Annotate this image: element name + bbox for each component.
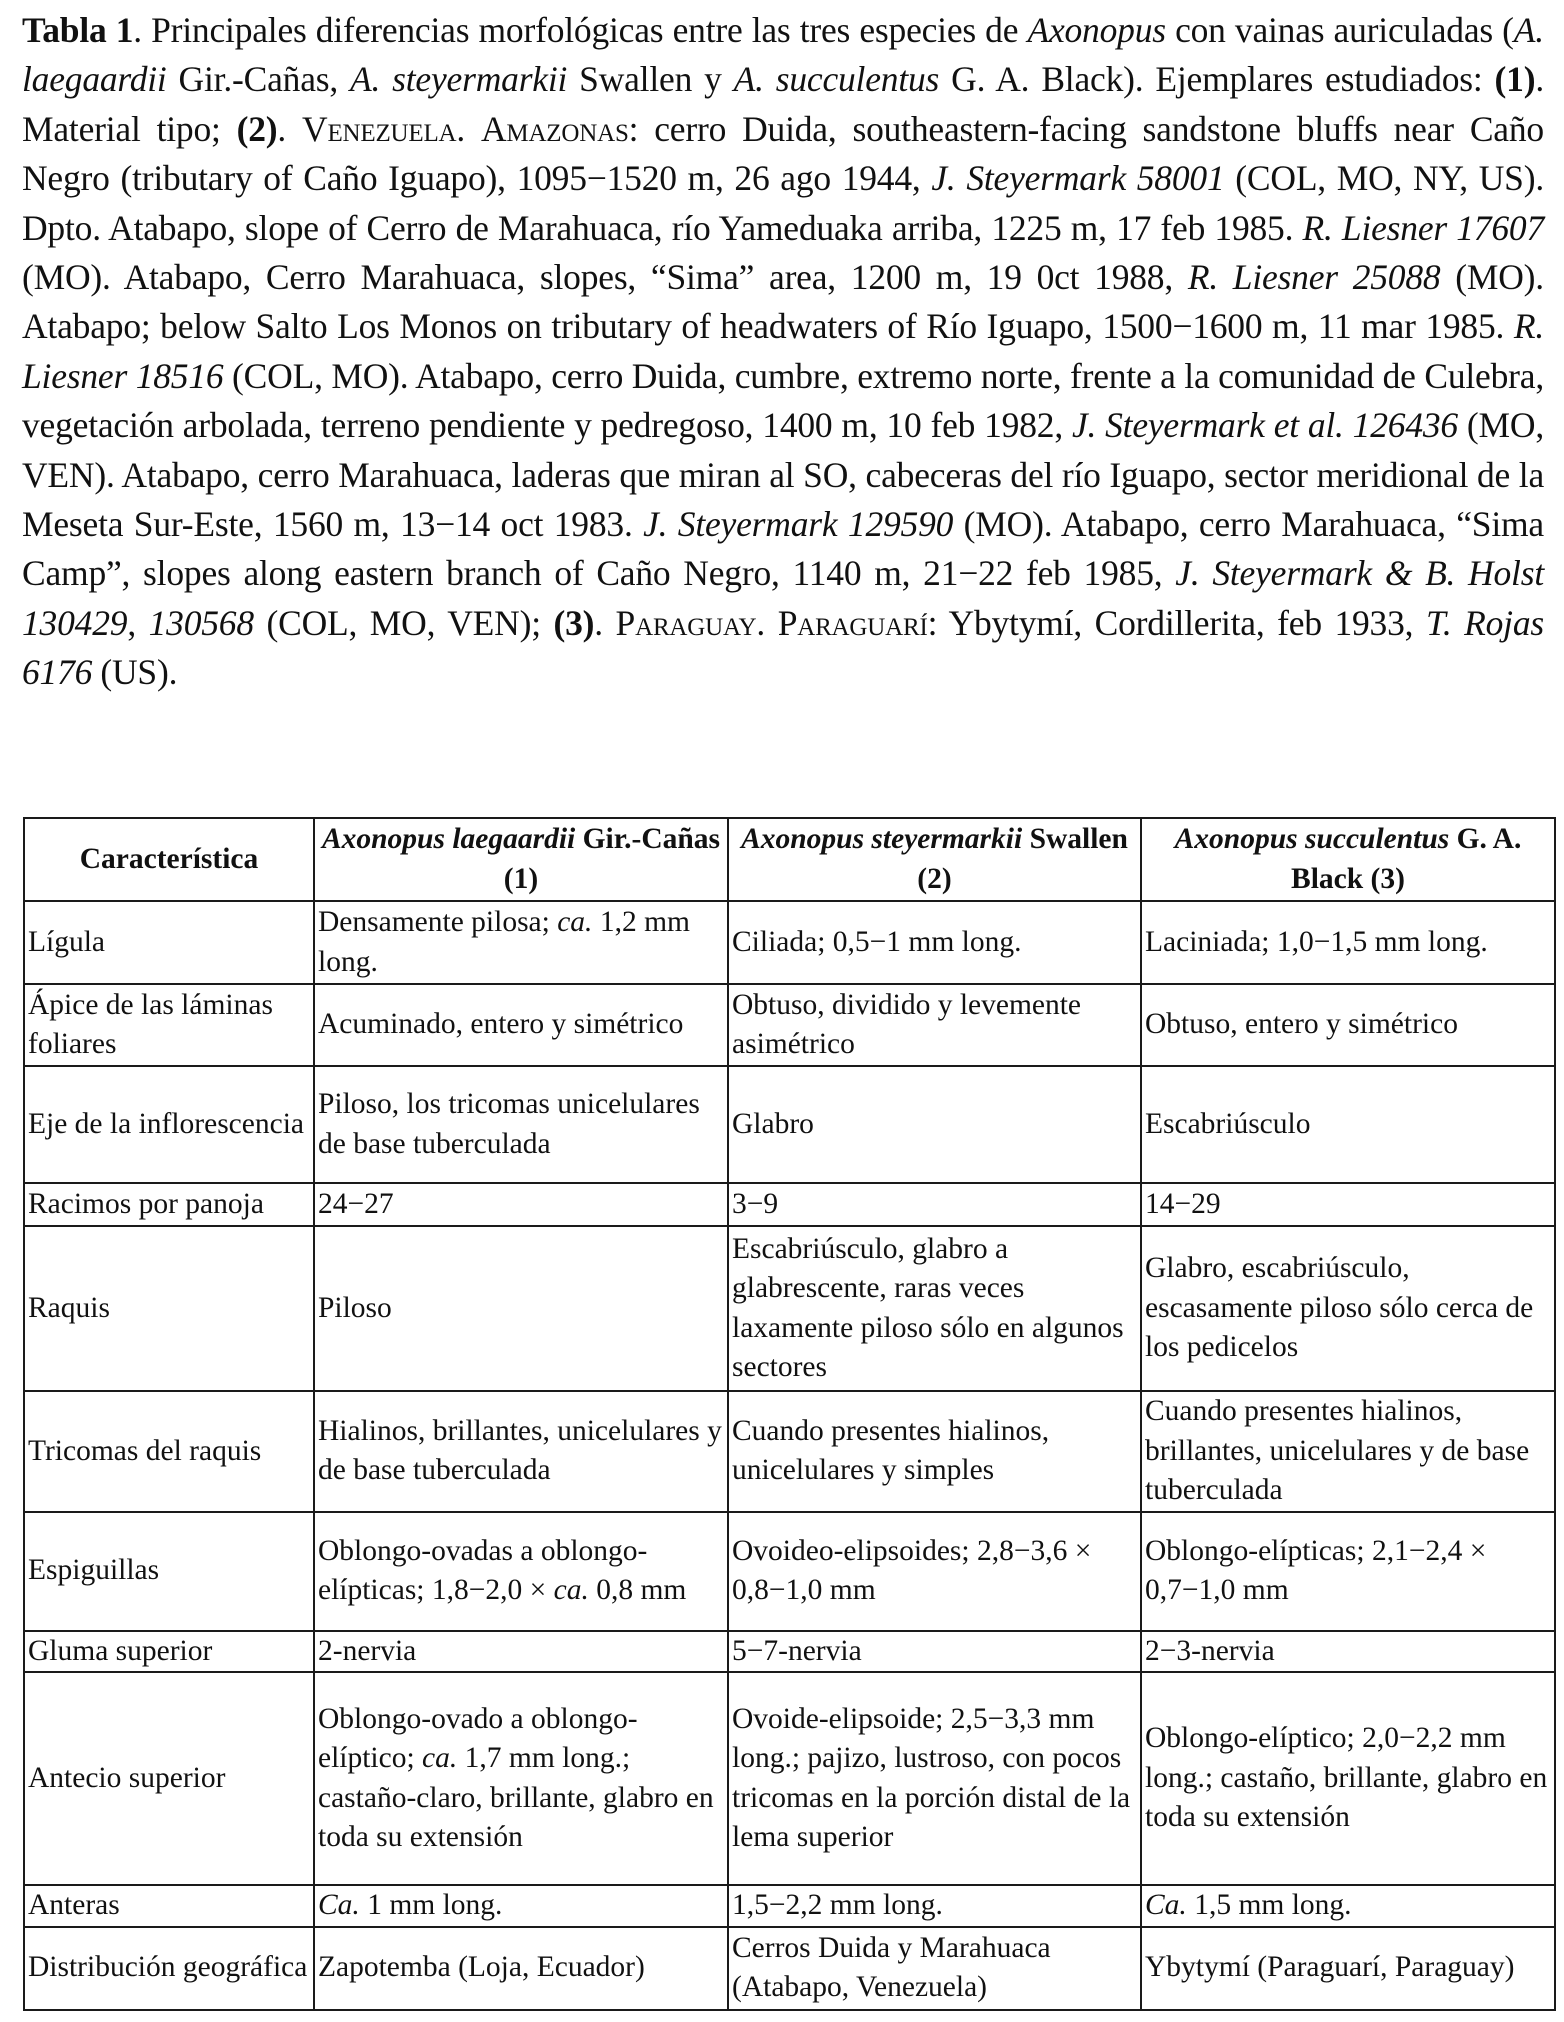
table-row <box>24 1183 1555 1226</box>
text-run: (MO). Atabapo, Cerro Marahuaca, slopes, “Sima” area, 1200 m, 19 0ct 1988, <box>22 257 1188 298</box>
text-run: 2-nervia <box>318 1634 417 1667</box>
table-row <box>24 1226 1555 1391</box>
text-run: , <box>127 602 149 643</box>
italic-text: Axonopus <box>1027 10 1166 50</box>
cell-steyermarkii <box>728 1512 1141 1631</box>
text-run: Obtuso, dividido y levemente asimétrico <box>732 988 1082 1060</box>
text-run: Cuando presentes hialinos, brillantes, unicelulares y de base tuberculada <box>1145 1395 1530 1506</box>
bold-text: (3) <box>553 602 595 643</box>
cell-caracteristica <box>24 1183 314 1226</box>
italic-text: R. Liesner 18516 <box>22 306 1544 396</box>
small-caps-text: Paraguarí <box>777 602 928 643</box>
text-run: Obtuso, entero y simétrico <box>1145 1008 1458 1041</box>
text-run: . <box>756 602 778 643</box>
table-body <box>24 901 1555 2010</box>
table-caption <box>22 6 1544 698</box>
text-run: Piloso <box>318 1291 392 1324</box>
text-run: Ápice de las láminas foliares <box>28 988 273 1060</box>
small-caps-text: Venezuela <box>302 108 457 149</box>
small-caps-text: Paraguay <box>615 602 757 643</box>
cell-caracteristica <box>24 1631 314 1673</box>
text-run: (MO). Atabapo; below Salto Los Monos on tributary of headwaters of Río Iguapo, 1500−1600 m, 11 mar 1985. <box>22 257 1544 347</box>
italic-text: Axonopus succulentus <box>1174 823 1450 855</box>
cell-caracteristica <box>24 1226 314 1391</box>
cell-succulentus <box>1141 1631 1555 1673</box>
italic-text: J. Steyermark 58001 <box>931 158 1225 199</box>
bold-text: (2) <box>236 108 278 149</box>
text-run: Racimos por panoja <box>28 1187 264 1220</box>
cell-steyermarkii <box>728 1391 1141 1512</box>
text-run: Cerros Duida y Marahuaca (Atabapo, Venezuela) <box>732 1931 1051 2003</box>
text-run: 2−3-nervia <box>1145 1634 1275 1667</box>
cell-succulentus <box>1141 1183 1555 1226</box>
cell-laegaardii <box>314 1927 728 2010</box>
cell-succulentus <box>1141 1672 1555 1885</box>
text-run: Anteras <box>28 1889 120 1921</box>
cell-laegaardii <box>314 1183 728 1226</box>
text-run: : Ybytymí, Cordillerita, feb 1933, <box>927 602 1426 643</box>
cell-laegaardii <box>314 1066 728 1183</box>
text-run: 1,2 mm long. <box>318 906 690 978</box>
italic-text: A. succulentus <box>733 59 940 100</box>
text-run: (US). <box>92 652 178 693</box>
text-run: Ybytymí (Paraguarí, Paraguay) <box>1145 1951 1515 1984</box>
text-run: 5−7-nervia <box>732 1634 862 1667</box>
text-run: 3−9 <box>732 1187 779 1220</box>
cell-caracteristica <box>24 1512 314 1631</box>
table-row <box>24 1391 1555 1512</box>
text-run: Swallen y <box>567 59 734 100</box>
italic-text: 130568 <box>148 602 254 643</box>
cell-steyermarkii <box>728 984 1141 1066</box>
text-run: con vainas auriculadas ( <box>1165 10 1514 50</box>
text-run: (COL, MO, NY, US). Dpto. Atabapo, slope of Cerro de Marahuaca, río Yameduaka arriba, 1225 m, 17 feb 1985. <box>22 158 1544 248</box>
text-run: G. A. Black). Ejemplares estudiados: <box>939 59 1495 100</box>
cell-succulentus <box>1141 1885 1555 1927</box>
cell-succulentus <box>1141 1391 1555 1512</box>
text-run: Piloso, los tricomas unicelulares de base tuberculada <box>318 1088 700 1160</box>
text-run: (COL, MO). Atabapo, cerro Duida, cumbre, extremo norte, frente a la comunidad de Culebra, vegetación arbolada, terreno pendiente y pedregoso, 1400 m, 10 feb 1982, <box>22 355 1544 446</box>
text-run: Gir.-Cañas (1) <box>503 823 721 895</box>
text-run: Oblongo-elíptico; 2,0−2,2 mm long.; castaño, brillante, glabro en toda su extensión <box>1145 1722 1548 1834</box>
cell-succulentus <box>1141 1226 1555 1391</box>
cell-laegaardii <box>314 901 728 984</box>
text-run: 1,5 mm long. <box>1186 1889 1352 1921</box>
cell-caracteristica <box>24 1391 314 1512</box>
text-run: Gir.-Cañas, <box>166 59 351 100</box>
text-run: Densamente pilosa; <box>318 906 558 938</box>
italic-text: Ca. <box>1145 1889 1187 1921</box>
italic-text: ca. <box>422 1742 458 1774</box>
cell-caracteristica <box>24 1885 314 1927</box>
text-run: Escabriúsculo, glabro a glabrescente, raras veces laxamente piloso sólo en algunos sectores <box>732 1232 1124 1383</box>
table-row <box>24 901 1555 984</box>
text-run: Oblongo-elípticas; 2,1−2,4 × 0,7−1,0 mm <box>1145 1534 1487 1606</box>
text-run: Antecio superior <box>28 1761 226 1794</box>
cell-steyermarkii <box>728 1927 1141 2010</box>
text-run: Característica <box>79 842 259 875</box>
text-run: Tricomas del raquis <box>28 1434 262 1467</box>
text-run: Oblongo-ovado a oblongo-elíptico; <box>318 1702 638 1774</box>
cell-caracteristica <box>24 1672 314 1885</box>
table-row <box>24 984 1555 1066</box>
text-run: Ovoideo-elipsoides; 2,8−3,6 × 0,8−1,0 mm <box>732 1534 1092 1606</box>
cell-caracteristica <box>24 1927 314 2010</box>
cell-steyermarkii <box>728 1631 1141 1673</box>
italic-text: Axonopus laegaardii <box>321 823 576 855</box>
cell-steyermarkii <box>728 1672 1141 1885</box>
header-steyermarkii <box>728 818 1141 901</box>
text-run: Raquis <box>28 1291 110 1324</box>
header-row <box>24 818 1555 901</box>
text-run: 0,8 mm <box>588 1574 687 1606</box>
bold-text: Tabla 1 <box>22 10 134 50</box>
italic-text: ca. <box>557 906 593 938</box>
text-run: 1,7 mm long.; castaño-claro, brillante, glabro en toda su extensión <box>318 1742 714 1853</box>
header-caracteristica <box>24 818 314 901</box>
text-run: Espiguillas <box>28 1554 160 1587</box>
text-run: 24−27 <box>318 1187 394 1220</box>
italic-text: A. laegaardii <box>22 10 1544 100</box>
cell-caracteristica <box>24 901 314 984</box>
cell-succulentus <box>1141 984 1555 1066</box>
cell-caracteristica <box>24 1066 314 1183</box>
text-run: . Material tipo; <box>22 59 1545 149</box>
table-row <box>24 1631 1555 1673</box>
text-run: 1 mm long. <box>359 1889 503 1921</box>
table-row <box>24 1512 1555 1631</box>
cell-succulentus <box>1141 1512 1555 1631</box>
text-run: 1,5−2,2 mm long. <box>732 1889 943 1921</box>
text-run: (COL, MO, VEN); <box>253 602 554 643</box>
text-run: Glabro <box>732 1107 814 1140</box>
text-run: Gluma superior <box>28 1634 213 1667</box>
cell-laegaardii <box>314 1512 728 1631</box>
cell-laegaardii <box>314 1391 728 1512</box>
italic-text: A. steyermarkii <box>350 59 568 100</box>
cell-steyermarkii <box>728 1226 1141 1391</box>
cell-steyermarkii <box>728 1183 1141 1226</box>
text-run: Eje de la inflorescencia <box>28 1107 305 1140</box>
text-run: Escabriúsculo <box>1145 1107 1311 1140</box>
text-run: Ovoide-elipsoide; 2,5−3,3 mm long.; pajizo, lustroso, con pocos tricomas en la porción distal de la lema superior <box>732 1702 1131 1853</box>
cell-caracteristica <box>24 984 314 1066</box>
text-run: Laciniada; 1,0−1,5 mm long. <box>1145 925 1488 958</box>
text-run: G. A. Black (3) <box>1291 823 1522 895</box>
text-run: (MO, VEN). Atabapo, cerro Marahuaca, laderas que miran al SO, cabeceras del río Iguapo, sector meridional de la Meseta Sur-Este, 1560 m, 13−14 oct 1983. <box>22 405 1545 545</box>
italic-text: J. Steyermark et al. 126436 <box>1071 405 1458 446</box>
text-run: Oblongo-ovadas a oblongo-elípticas; 1,8−2,0 × <box>318 1534 648 1606</box>
cell-steyermarkii <box>728 1885 1141 1927</box>
text-run: Hialinos, brillantes, unicelulares y de base tuberculada <box>318 1414 722 1487</box>
italic-text: R. Liesner 17607 <box>1302 207 1544 248</box>
cell-laegaardii <box>314 1226 728 1391</box>
bold-text: (1) <box>1494 59 1536 100</box>
table-row <box>24 1066 1555 1183</box>
text-run: Ciliada; 0,5−1 mm long. <box>732 925 1022 958</box>
cell-succulentus <box>1141 901 1555 984</box>
text-run: (MO). Atabapo, cerro Marahuaca, “Sima Camp”, slopes along eastern branch of Caño Negro, 1140 m, 21−22 feb 1985, <box>22 504 1544 594</box>
italic-text: Axonopus steyermarkii <box>741 823 1023 855</box>
text-run: Lígula <box>28 925 106 958</box>
table-row <box>24 1927 1555 2010</box>
cell-succulentus <box>1141 1066 1555 1183</box>
text-run: . <box>277 108 303 149</box>
table-header <box>24 818 1555 901</box>
cell-steyermarkii <box>728 901 1141 984</box>
text-run: . Principales diferencias morfológicas entre las tres especies de <box>133 10 1028 50</box>
italic-text: ca. <box>553 1574 589 1606</box>
cell-succulentus <box>1141 1927 1555 2010</box>
header-laegaardii <box>314 818 728 901</box>
text-run: : cerro Duida, southeastern-facing sandstone bluffs near Caño Negro (tributary of Caño Iguapo), 1095−1520 m, 26 ago 1944, <box>22 108 1544 199</box>
header-succulentus <box>1141 818 1555 901</box>
cell-laegaardii <box>314 1885 728 1927</box>
text-run: Glabro, escabriúsculo, escasamente piloso sólo cerca de los pedicelos <box>1145 1252 1534 1364</box>
text-run: Acuminado, entero y simétrico <box>318 1008 684 1041</box>
cell-laegaardii <box>314 1631 728 1673</box>
small-caps-text: Amazonas <box>480 108 629 149</box>
text-run: . <box>456 108 481 149</box>
text-run: Distribución geográfica <box>28 1951 308 1984</box>
italic-text: R. Liesner 25088 <box>1187 257 1441 298</box>
text-run: Zapotemba (Loja, Ecuador) <box>318 1951 645 1984</box>
text-run: Cuando presentes hialinos, unicelulares y simples <box>732 1414 1050 1487</box>
text-run: . <box>594 602 616 643</box>
cell-laegaardii <box>314 984 728 1066</box>
morphology-comparison-table <box>23 817 1556 2011</box>
italic-text: J. Steyermark & B. Holst 130429 <box>22 553 1544 643</box>
text-run: Swallen (2) <box>917 823 1128 895</box>
text-run: 14−29 <box>1145 1187 1221 1220</box>
cell-steyermarkii <box>728 1066 1141 1183</box>
italic-text: T. Rojas 6176 <box>22 602 1544 693</box>
table-row <box>24 1885 1555 1927</box>
italic-text: J. Steyermark 129590 <box>643 504 954 545</box>
table-row <box>24 1672 1555 1885</box>
italic-text: Ca. <box>318 1889 360 1921</box>
cell-laegaardii <box>314 1672 728 1885</box>
